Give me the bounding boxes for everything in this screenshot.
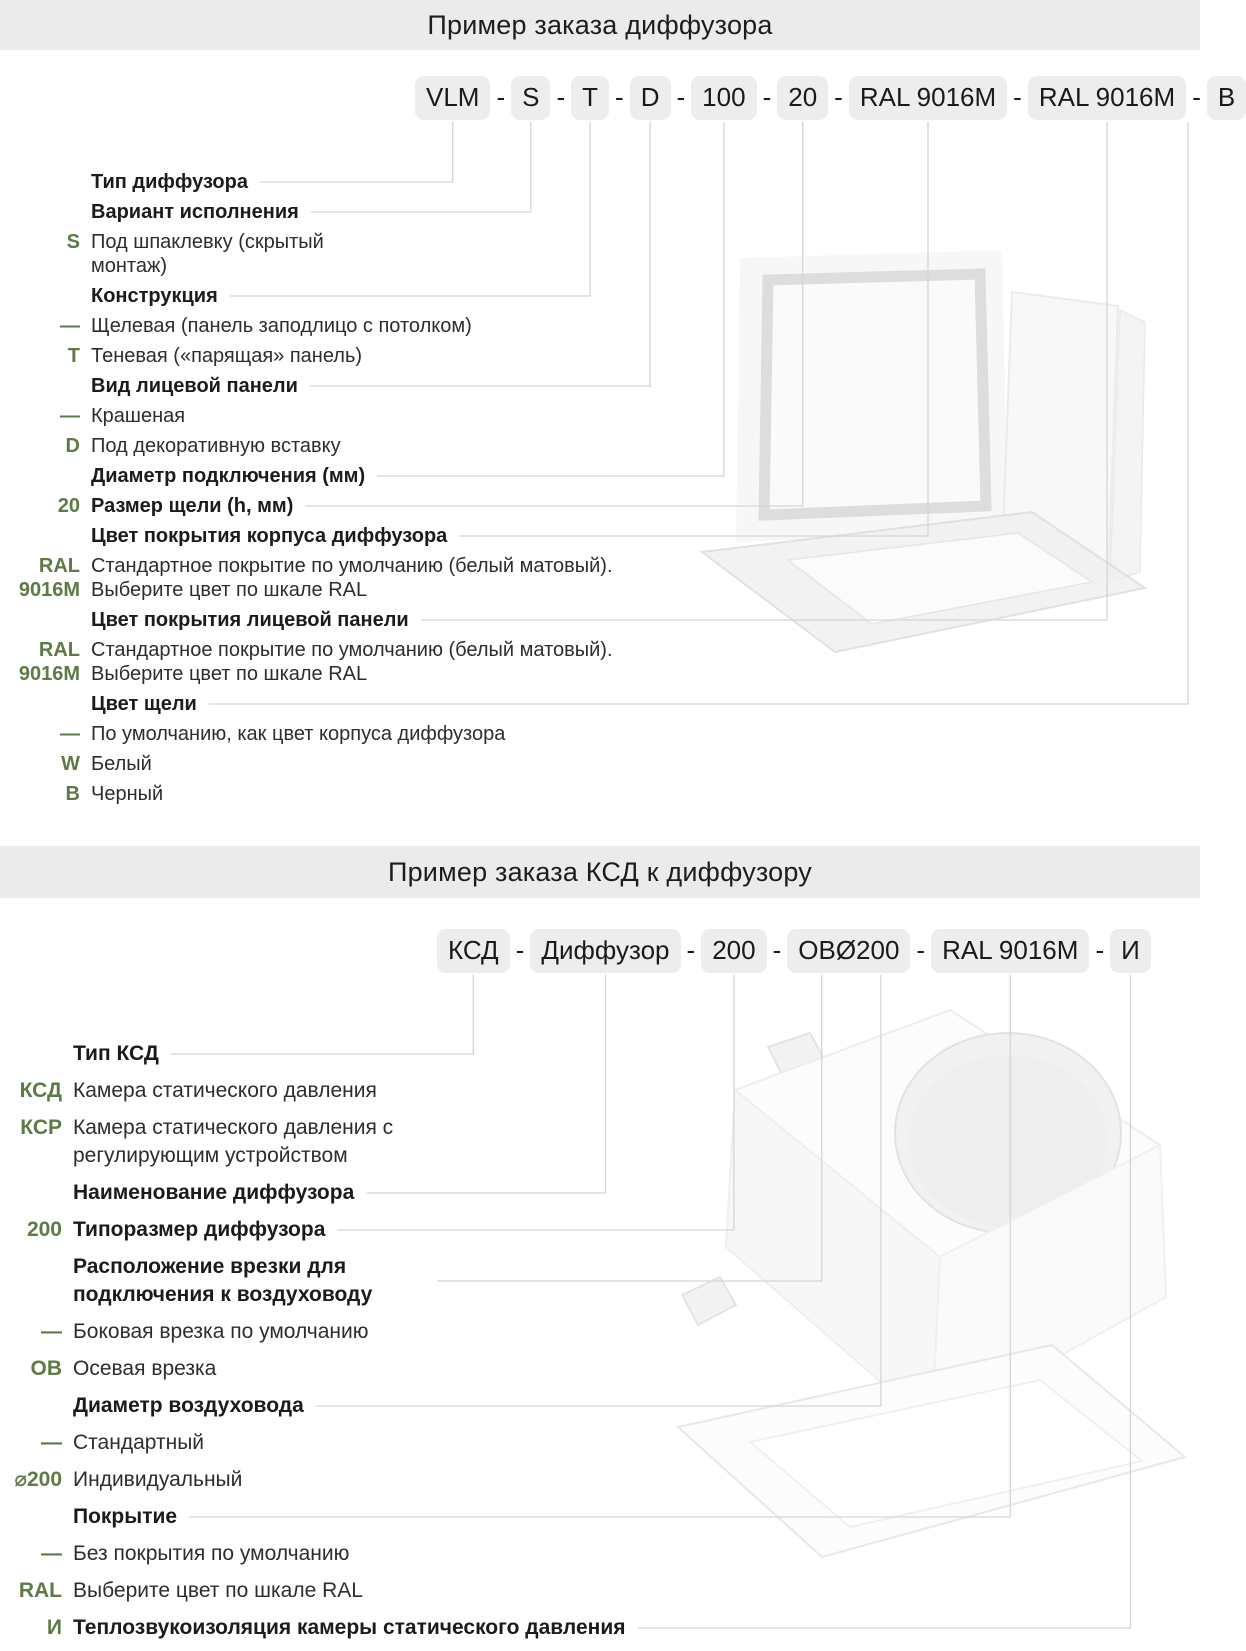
option-row [0,1466,740,1494]
code-segment: B [1207,76,1246,120]
option-label: Черный [91,783,164,805]
section1-parameter-list [0,166,710,812]
parameter-heading-row [0,1040,740,1068]
parameter-heading-row [0,170,710,194]
parameter-heading: Расположение врезки для подключения к воздуховоду [73,1255,373,1306]
option-code: КСД [19,1079,62,1102]
option-row [0,1540,740,1568]
option-code: RAL 9016M [18,639,80,685]
code-segment: КСД [437,929,510,973]
option-code: — [60,723,80,745]
parameter-heading-row [0,200,710,224]
option-row [0,1077,740,1105]
option-row [0,1429,740,1457]
code-separator: - [1013,82,1022,113]
option-row [0,722,710,746]
code-separator: - [1192,82,1201,113]
parameter-heading: Цвет покрытия лицевой панели [91,609,409,631]
option-label: Крашеная [91,405,186,427]
option-label: По умолчанию, как цвет корпуса диффузора [91,723,506,745]
section2-title-banner [0,846,1200,898]
option-label: Под шпаклевку (скрытый монтаж) [91,231,324,277]
code-separator: - [556,82,566,113]
option-code: ⌀200 [14,1468,62,1491]
parameter-heading: Покрытие [73,1505,178,1528]
parameter-heading-row [0,1179,740,1207]
parameter-heading: Вариант исполнения [91,201,299,223]
option-row [0,434,710,458]
option-row [0,638,710,686]
parameter-heading-row [0,494,710,518]
code-segment: Диффузор [530,929,680,973]
option-row [0,1114,740,1170]
option-label: Выберите цвет по шкале RAL [73,1579,363,1602]
option-row [0,1318,740,1346]
parameter-heading: Наименование диффузора [73,1181,355,1204]
parameter-heading: Размер щели (h, мм) [91,495,294,517]
option-label: Стандартное покрытие по умолчанию (белый матовый). Выберите цвет по шкале RAL [91,555,613,601]
option-code: И [46,1616,62,1639]
parameter-heading: Цвет щели [91,693,197,715]
option-row [0,752,710,776]
parameter-heading: Цвет покрытия корпуса диффузора [91,525,448,547]
parameter-heading-row [0,692,710,716]
code-segment: RAL 9016M [849,76,1007,120]
option-code: 20 [57,495,80,517]
option-label: Боковая врезка по умолчанию [73,1320,369,1343]
option-label: Осевая врезка [73,1357,217,1380]
option-label: Камера статического давления с регулирующим устройством [73,1116,394,1167]
section2-title: Пример заказа КСД к диффузору [387,856,812,887]
option-row [0,230,710,278]
parameter-heading: Конструкция [91,285,218,307]
option-code: RAL 9016M [18,555,80,601]
parameter-heading-row [0,1216,740,1244]
parameter-heading-row [0,1614,740,1642]
diffuser-product-image [640,230,1145,655]
option-label: Белый [91,753,152,775]
code-separator: - [772,935,782,966]
option-code: — [41,1320,62,1343]
code-segment: RAL 9016M [1028,76,1186,120]
code-separator: - [762,82,772,113]
parameter-heading-row [0,284,710,308]
parameter-heading-row [0,1503,740,1531]
option-row [0,1577,740,1605]
code-segment: 100 [691,76,756,120]
option-code: КСР [20,1116,62,1139]
parameter-heading-row [0,464,710,488]
code-separator: - [496,82,506,113]
option-code: — [60,315,80,337]
plenum-order-code-row [437,929,1151,973]
option-code: W [61,753,80,775]
option-label: Щелевая (панель заподлицо с потолком) [91,315,472,337]
parameter-heading-row [0,608,710,632]
option-row [0,1355,740,1383]
option-label: Стандартный [73,1431,205,1454]
parameter-heading: Тип диффузора [91,171,248,193]
code-segment: ОВØ200 [787,929,910,973]
option-row [0,314,710,338]
code-separator: - [834,82,843,113]
parameter-heading-row [0,1253,740,1309]
code-segment: RAL 9016M [931,929,1089,973]
option-row [0,344,710,368]
option-label: Теневая («парящая» панель) [91,345,363,367]
option-code: — [60,405,80,427]
option-code: S [66,231,80,253]
option-code: D [65,435,80,457]
code-segment: 20 [777,76,828,120]
parameter-heading-row [0,374,710,398]
option-label: Под декоративную вставку [91,435,341,457]
section1-title-banner [0,0,1200,50]
option-code: — [41,1542,62,1565]
option-code: — [41,1431,62,1454]
option-label: Без покрытия по умолчанию [73,1542,350,1565]
parameter-heading-row [0,524,710,548]
code-segment: И [1110,929,1151,973]
code-separator: - [676,82,686,113]
section1-title: Пример заказа диффузора [427,9,773,40]
option-label: Стандартное покрытие по умолчанию (белый матовый). Выберите цвет по шкале RAL [91,639,613,685]
parameter-heading: Типоразмер диффузора [73,1218,326,1241]
parameter-heading: Диаметр воздуховода [73,1394,304,1417]
parameter-heading: Теплозвукоизоляция камеры статического давления [73,1616,626,1639]
option-row [0,554,710,602]
option-label: Камера статического давления [73,1079,377,1102]
code-separator: - [515,935,525,966]
option-code: B [65,783,80,805]
option-code: 200 [26,1218,62,1241]
diffuser-order-code-row [415,76,1246,120]
code-segment: 200 [701,929,766,973]
option-row [0,782,710,806]
code-segment: D [630,76,671,120]
parameter-heading: Вид лицевой панели [91,375,298,397]
option-label: Индивидуальный [73,1468,243,1491]
code-separator: - [916,935,926,966]
code-separator: - [686,935,696,966]
option-row [0,404,710,428]
parameter-heading: Тип КСД [73,1042,159,1065]
option-code: ОВ [30,1357,62,1380]
parameter-heading: Диаметр подключения (мм) [91,465,366,487]
code-separator: - [615,82,624,113]
option-code: Т [67,345,80,367]
section2-parameter-list [0,1036,740,1651]
code-separator: - [1095,935,1105,966]
option-code: RAL [18,1579,62,1602]
parameter-heading-row [0,1392,740,1420]
code-segment: S [511,76,550,120]
code-segment: T [571,76,609,120]
code-segment: VLM [415,76,490,120]
